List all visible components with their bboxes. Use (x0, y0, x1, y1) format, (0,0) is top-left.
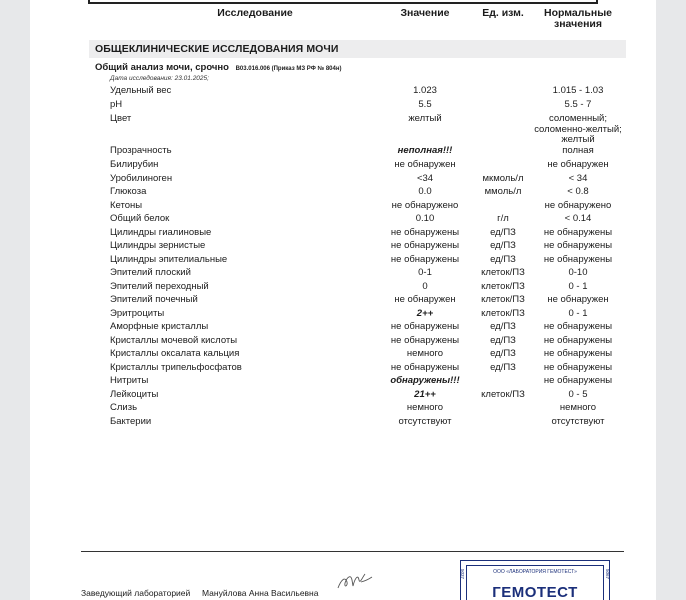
row-test-name: Эпителий плоский (110, 267, 191, 278)
row-norm: 5.5 - 7 (564, 99, 592, 110)
row-value: 0.10 (415, 213, 435, 224)
row-unit: ед/ПЗ (490, 254, 516, 265)
row-test-name: Глюкоза (110, 186, 147, 197)
row-test-name: Кристаллы оксалата кальция (110, 348, 240, 359)
row-norm: не обнаружены (543, 375, 613, 386)
row-norm: немного (559, 402, 597, 413)
row-value: не обнаружены (390, 362, 460, 373)
row-test-name: Цилиндры эпителиальные (110, 254, 228, 265)
row-value: не обнаружены (390, 227, 460, 238)
row-value: немного (406, 348, 444, 359)
row-unit: клеток/ПЗ (481, 267, 525, 278)
row-norm: < 0.8 (567, 186, 589, 197)
row-unit: ммоль/л (484, 186, 522, 197)
row-norm: не обнаружены (543, 362, 613, 373)
row-norm: < 34 (568, 173, 588, 184)
row-norm: 0 - 1 (568, 281, 588, 292)
row-unit: клеток/ПЗ (481, 389, 525, 400)
row-value: 2++ (416, 308, 434, 319)
row-value: обнаружены!!! (390, 375, 460, 386)
row-value: 0 (422, 281, 428, 292)
table-frame-top (88, 0, 598, 4)
row-unit: ед/ПЗ (490, 362, 516, 373)
row-value: 5.5 (418, 99, 432, 110)
row-norm: 0-10 (568, 267, 588, 278)
row-value: 21++ (414, 389, 436, 400)
header-unit: Ед. изм. (482, 7, 524, 19)
row-value: отсутствуют (398, 416, 452, 427)
row-test-name: Нитриты (110, 375, 149, 386)
report-page (30, 0, 656, 600)
row-test-name: Цилиндры гиалиновые (110, 227, 212, 238)
signature-image (335, 568, 375, 594)
row-unit: ед/ПЗ (490, 321, 516, 332)
row-test-name: Кетоны (110, 200, 143, 211)
row-value: желтый (408, 113, 442, 124)
signer-role: Заведующий лабораторией (81, 588, 191, 598)
row-test-name: Удельный вес (110, 85, 172, 96)
row-test-name: Эпителий переходный (110, 281, 209, 292)
stamp-org: ООО «ЛАБОРАТОРИЯ ГЕМОТЕСТ» (493, 569, 577, 575)
row-value: не обнаружены (390, 321, 460, 332)
header-norm (530, 8, 626, 30)
header-norm-line1: Нормальные (543, 7, 612, 19)
row-norm: < 0.14 (564, 213, 592, 224)
lab-stamp (460, 560, 610, 600)
row-norm: не обнаружены (543, 348, 613, 359)
row-unit: ед/ПЗ (490, 348, 516, 359)
row-norm: не обнаружены (543, 321, 613, 332)
row-unit: г/л (497, 213, 509, 224)
row-value: 1.023 (413, 85, 437, 96)
test-name: Общий анализ мочи, срочно (95, 62, 229, 73)
row-test-name: Бактерии (110, 416, 152, 427)
row-norm: 0 - 1 (568, 308, 588, 319)
row-value: не обнаружены (390, 335, 460, 346)
row-norm: не обнаружены (543, 254, 613, 265)
row-test-name: Цилиндры зернистые (110, 240, 206, 251)
row-value: не обнаружен (394, 159, 456, 170)
test-title (95, 62, 341, 73)
row-value: не обнаружены (390, 254, 460, 265)
row-test-name: Кристаллы мочевой кислоты (110, 335, 238, 346)
row-test-name: Эритроциты (110, 308, 165, 319)
stamp-inner-frame (466, 565, 604, 600)
row-unit: ед/ПЗ (490, 240, 516, 251)
row-value: 0-1 (418, 267, 432, 278)
row-test-name: Слизь (110, 402, 138, 413)
row-norm: 0 - 5 (568, 389, 588, 400)
row-unit: клеток/ПЗ (481, 294, 525, 305)
stamp-brand: ГЕМОТЕСТ (492, 584, 578, 600)
row-value: <34 (416, 173, 434, 184)
row-norm: полная (562, 145, 594, 156)
stamp-right-code: 5067 (605, 569, 610, 580)
row-test-name: Прозрачность (110, 145, 172, 156)
row-test-name: pH (110, 99, 123, 110)
row-test-name: Уробилиноген (110, 173, 173, 184)
row-test-name: Лейкоциты (110, 389, 159, 400)
row-value: не обнаружено (391, 200, 459, 211)
row-norm: не обнаружены (543, 240, 613, 251)
row-norm: соломенный; соломенно-желтый; желтый (534, 113, 622, 145)
row-norm: не обнаружены (543, 227, 613, 238)
row-value: неполная!!! (397, 145, 453, 156)
row-test-name: Общий белок (110, 213, 170, 224)
footer-divider (81, 551, 624, 552)
row-norm: отсутствуют (551, 416, 605, 427)
header-test: Исследование (217, 7, 293, 19)
row-test-name: Цвет (110, 113, 132, 124)
row-unit: ед/ПЗ (490, 335, 516, 346)
row-unit: клеток/ПЗ (481, 308, 525, 319)
row-norm: не обнаружен (547, 159, 609, 170)
header-value: Значение (400, 7, 450, 19)
row-norm: не обнаружен (547, 294, 609, 305)
row-test-name: Билирубин (110, 159, 159, 170)
signer-name: Мануйлова Анна Васильевна (202, 588, 319, 598)
section-title: ОБЩЕКЛИНИЧЕСКИЕ ИССЛЕДОВАНИЯ МОЧИ (89, 40, 626, 58)
row-unit: мкмоль/л (482, 173, 524, 184)
stamp-left-code: 5037 (460, 569, 465, 580)
row-norm: 1.015 - 1.03 (552, 85, 604, 96)
test-code: B03.016.006 (Приказ МЗ РФ № 804н) (235, 66, 342, 72)
row-test-name: Аморфные кристаллы (110, 321, 209, 332)
row-test-name: Кристаллы трипельфосфатов (110, 362, 242, 373)
row-value: 0.0 (418, 186, 432, 197)
row-value: не обнаружены (390, 240, 460, 251)
test-date: Дата исследования: 23.01.2025; (110, 75, 209, 82)
row-value: немного (406, 402, 444, 413)
row-value: не обнаружен (394, 294, 456, 305)
header-norm-line2: значения (554, 18, 602, 30)
row-norm: не обнаружены (543, 335, 613, 346)
row-norm: не обнаружено (544, 200, 612, 211)
row-test-name: Эпителий почечный (110, 294, 198, 305)
row-unit: клеток/ПЗ (481, 281, 525, 292)
row-unit: ед/ПЗ (490, 227, 516, 238)
